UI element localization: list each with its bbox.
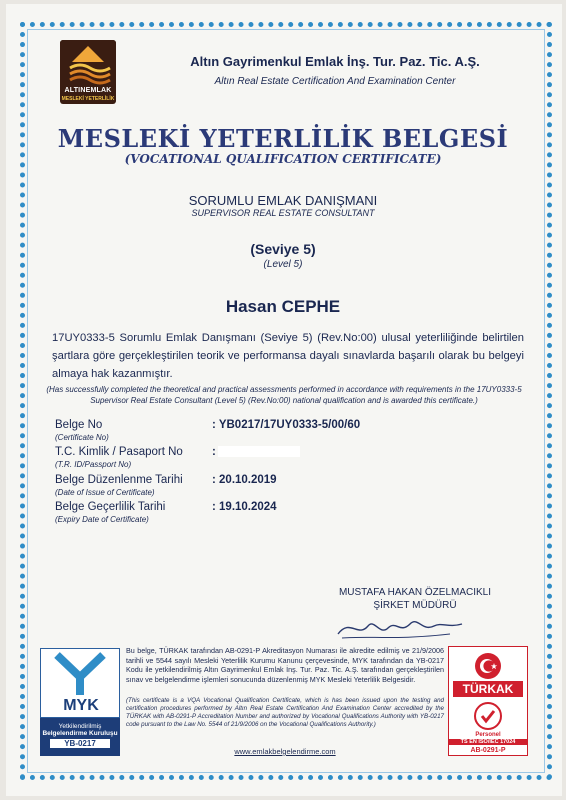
- field-label-en: (Date of Issue of Certificate): [55, 488, 155, 497]
- turkak-logo: [448, 646, 528, 756]
- logo-emblem-icon: [60, 40, 116, 88]
- crescent-star-icon: [475, 653, 501, 679]
- field-value: : YB0217/17UY0333-5/00/60: [212, 419, 361, 431]
- company-name: Altın Gayrimenkul Emlak İnş. Tur. Paz. Tic. A.Ş.: [190, 54, 480, 69]
- signer-title: ŞİRKET MÜDÜRÜ: [373, 600, 457, 611]
- turkak-standard: TS EN ISO/IEC 17024: [449, 739, 527, 745]
- myk-logo: [40, 648, 120, 756]
- myk-label: Yetkilendirilmiş: [58, 723, 102, 730]
- award-statement-en: (Has successfully completed the theoretical and practical assessments performed in accordance with requirements in the 17UY0333-5 Supervisor Real Estate Consultant (Level 5) (Rev.No:00) national qualification and is awarded this certificate.): [46, 385, 522, 405]
- signer-name: MUSTAFA HAKAN ÖZELMACIKLI: [338, 587, 492, 598]
- handwritten-signature: [330, 608, 470, 644]
- field-value: : 19.10.2024: [212, 501, 277, 513]
- field-label-en: (Certificate No): [55, 433, 109, 442]
- field-label: T.C. Kimlik / Pasaport No: [55, 446, 183, 458]
- altinemlak-logo: [60, 40, 116, 104]
- qualification-level-en: (Level 5): [263, 259, 303, 270]
- legal-text-en: (This certificate is a VQA Vocational Qualification Certificate, which is has been issued upon the testing and certification procedures performed by Altın Real Estate Certification And Examination Center accredited by the TÜRKAK with AB-0291-P Accreditation Number and authorized by Vocational Qualifications Authority with YB-0217 code pursuant to the Law No. 5544 of 21/9/2006 on the Vocational Qualifications Authority.): [126, 697, 444, 728]
- turkak-code: AB-0291-P: [470, 747, 506, 754]
- myk-badge: [40, 718, 120, 756]
- field-value-redacted: [212, 446, 300, 458]
- award-statement: 17UY0333-5 Sorumlu Emlak Danışmanı (Seviye 5) (Rev.No:00) ulusal yeterliliğinde belirtilen şartlara göre gerçekleştirilen teorik ve performansa dayalı sınavlarda başarılı olarak bu belgeyi almaya hak kazanmıştır.: [52, 332, 524, 380]
- website-link[interactable]: www.emlakbelgelendirme.com: [234, 747, 336, 756]
- certificate-title: MESLEKİ YETERLİLİK BELGESİ: [57, 124, 509, 153]
- field-value: : 20.10.2019: [212, 474, 277, 486]
- field-label: Belge No: [55, 419, 103, 431]
- certificate-title-en: (VOCATIONAL QUALIFICATION CERTIFICATE): [124, 152, 442, 166]
- field-label: Belge Düzenlenme Tarihi: [55, 474, 183, 486]
- myk-wordmark: MYK: [63, 697, 99, 714]
- myk-label: Belgelendirme Kuruluşu: [42, 730, 118, 737]
- field-label-en: (Expiry Date of Certificate): [55, 515, 149, 524]
- field-value: :: [212, 446, 216, 458]
- holder-name: Hasan CEPHE: [225, 297, 341, 316]
- myk-y-icon: [41, 649, 119, 697]
- turkak-label: Personel: [475, 732, 501, 738]
- field-label-en: (T.R. ID/Passport No): [55, 460, 132, 469]
- redaction-block: [218, 446, 300, 457]
- myk-emblem: [40, 648, 120, 718]
- qualification-role: SORUMLU EMLAK DANIŞMANI: [188, 193, 378, 208]
- turkak-wordmark: TÜRKAK: [453, 681, 523, 697]
- checkmark-icon: [474, 702, 502, 730]
- qualification-level: (Seviye 5): [250, 241, 316, 257]
- field-label: Belge Geçerlilik Tarihi: [55, 501, 166, 513]
- qualification-role-en: SUPERVISOR REAL ESTATE CONSULTANT: [191, 208, 375, 218]
- legal-text: Bu belge, TÜRKAK tarafından AB-0291-P Akreditasyon Numarası ile akredite edilmiş ve 21/9/2006 tarihli ve 5544 sayılı Mesleki Yeterlilik Kurumu Kanunu çerçevesinde, MYK tarafından da YB-0217 Kodu ile yetkilendirilmiş Altın Gayrimenkul Emlak İnş. Tur. Paz. Tic. A.Ş. tarafından gerçekleştirilen sınav ve belgelendirme işlemleri sonucunda düzenlenmiş MYK Mesleki Yeterlilik Belgesidir.: [126, 646, 444, 684]
- company-name-en: Altın Real Estate Certification And Examination Center: [214, 76, 456, 87]
- logo-sub-text: MESLEKİ YETERLİLİK: [61, 96, 115, 102]
- myk-code: YB-0217: [50, 739, 110, 748]
- logo-brand-text: ALTINEMLAK: [64, 87, 112, 94]
